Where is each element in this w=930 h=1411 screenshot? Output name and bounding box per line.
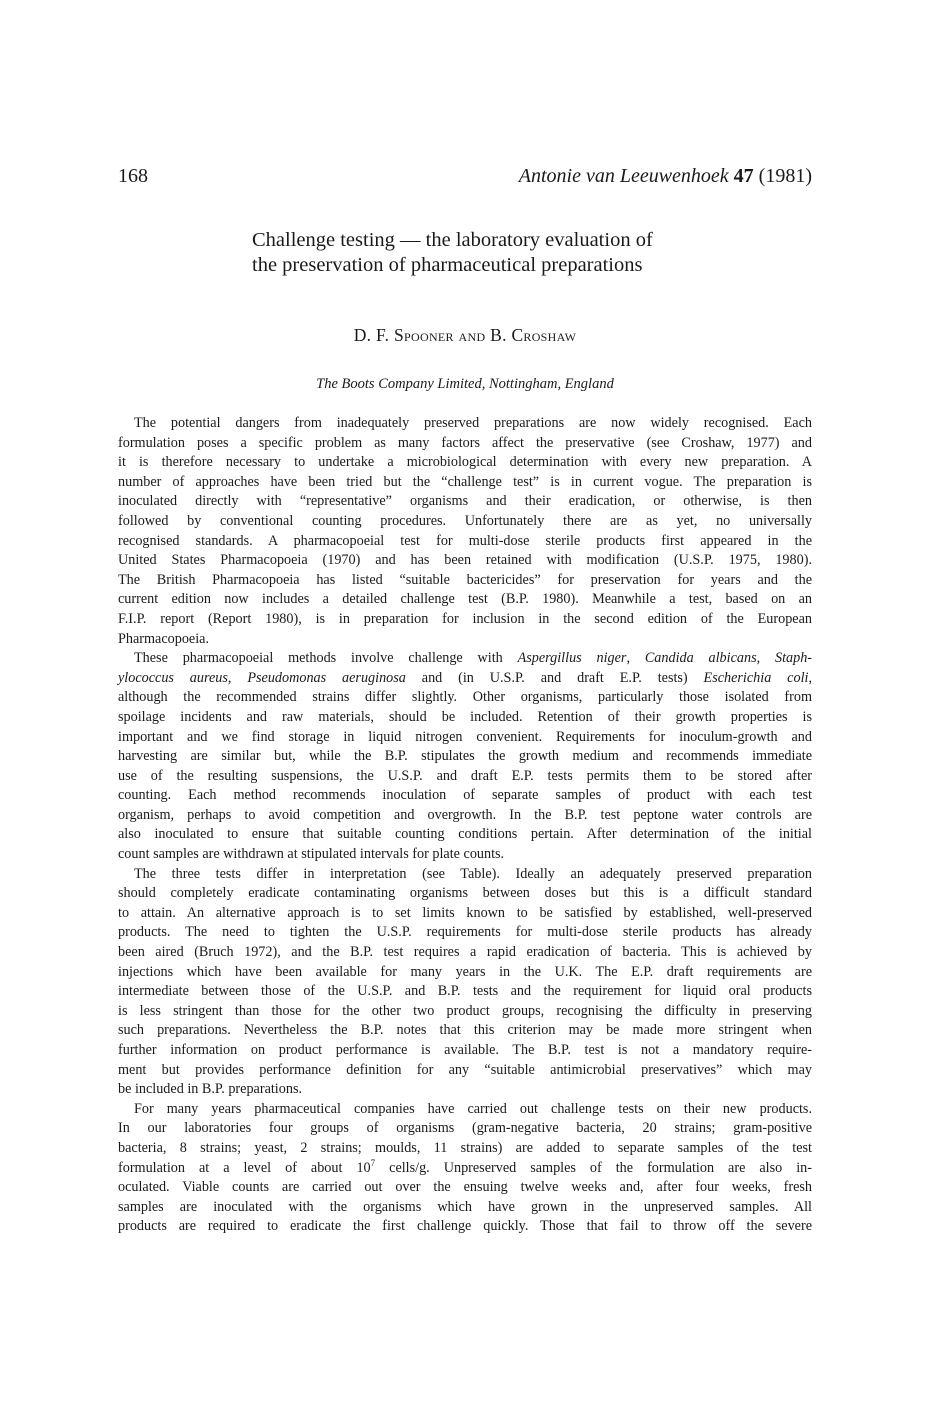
journal-volume: 47 [733,165,754,187]
body-line: use of the resulting suspensions, the U.S.P. and draft E.P. tests permits them to be stored after [118,767,812,784]
article-title [252,228,772,278]
body-line: such preparations. Nevertheless the B.P. notes that this criterion may be made more stringent when [118,1022,812,1039]
body-line: The three tests differ in interpretation (see Table). Ideally an adequately preserved preparation [134,865,812,882]
body-line: products. The need to tighten the U.S.P. requirements for multi-dose sterile products has already [118,924,812,941]
body-line: products are required to eradicate the first challenge quickly. Those that fail to throw off the severe [118,1218,812,1235]
exponent: 7 [370,1157,376,1168]
body-line: should completely eradicate contaminating organisms between doses but this is a difficult standard [118,885,812,902]
body-line: ment but provides performance definition for any “suitable antimicrobial preservatives” which may [118,1061,812,1078]
body-line: injections which have been available for many years in the U.K. The E.P. draft requirements are [118,963,812,980]
journal-name: Antonie van Leeuwenhoek [518,165,729,187]
species-name: Candida albicans [644,650,757,667]
body-line: F.I.P. report (Report 1980), is in preparation for inclusion in the second edition of the European [118,610,812,627]
author-2-surname: Croshaw [511,325,577,345]
body-line: intermediate between those of the U.S.P. and B.P. tests and the requirement for liquid oral products [118,983,812,1000]
body-text-run: These pharmacopoeial methods involve challenge with [134,650,518,667]
body-line: current edition now includes a detailed challenge test (B.P. 1980). Meanwhile a test, based on an [118,591,812,608]
author-1-initials: D. F. [353,325,395,345]
body-text-run: , [626,650,645,667]
affiliation: The Boots Company Limited, Nottingham, England [316,376,614,392]
body-line: bacteria, 8 strains; yeast, 2 strains; moulds, 11 strains) are added to separate samples of the test [118,1139,812,1156]
body-line: The potential dangers from inadequately preserved preparations are now widely recognised. Each [134,415,812,431]
body-line: organism, perhaps to avoid competition and overgrowth. In the B.P. test peptone water controls are [118,806,812,823]
author-conjunction: and [453,325,491,345]
running-header [118,163,812,189]
body-line: followed by conventional counting procedures. Unfortunately there are as yet, no universally [118,512,812,529]
body-line: In our laboratories four groups of organisms (gram-negative bacteria, 20 strains; gram-positive [118,1120,812,1137]
species-name: Pseudomonas aeruginosa [247,669,406,686]
species-name: Escherichia coli [703,669,809,686]
body-line: count samples are withdrawn at stipulated intervals for plate counts. [118,846,505,863]
body-line [118,1159,812,1179]
body-line: to attain. An alternative approach is to set limits known to be satisfied by established, well-preserved [118,904,812,921]
body-line: formulation poses a specific problem as many factors affect the preservative (see Croshaw, 1977) and [118,434,812,451]
author-2-initials: B. [490,325,512,345]
body-line: For many years pharmaceutical companies have carried out challenge tests on their new products. [134,1100,812,1117]
body-line [118,669,812,689]
body-line: be included in B.P. preparations. [118,1081,303,1098]
body-line: The British Pharmacopoeia has listed “suitable bactericides” for preservation for years and the [118,571,812,588]
body-line: samples are inoculated with the organisms which have grown in the unpreserved samples. All [118,1198,812,1215]
body-line: United States Pharmacopoeia (1970) and has been retained with modification (U.S.P. 1975, 1980). [118,552,812,569]
body-line: spoilage incidents and raw materials, should be included. Retention of their growth properties is [118,708,812,725]
body-line: been aired (Bruch 1972), and the B.P. test requires a rapid eradication of bacteria. This is achieved by [118,944,812,961]
body-line: recognised standards. A pharmacopoeial test for multi-dose sterile products first appeared in the [118,532,812,549]
body-line: harvesting are similar but, while the B.P. stipulates the growth medium and recommends immediate [118,748,812,765]
body-text-run: and (in U.S.P. and draft E.P. tests) [405,669,704,686]
body-line: important and we find storage in liquid nitrogen convenient. Requirements for inoculum-growth and [118,728,812,745]
title-line-1: Challenge testing — the laboratory evaluation of [252,229,653,251]
authors [0,324,930,346]
body-line: counting. Each method recommends inoculation of separate samples of product with each test [118,787,812,804]
journal-year: (1981) [758,165,812,187]
body-line: it is therefore necessary to undertake a microbiological determination with every new preparation. A [118,454,812,471]
body-line [118,649,812,669]
author-1-surname: Spooner [394,325,454,345]
body-line: oculated. Viable counts are carried out over the ensuing twelve weeks and, after four weeks, fresh [118,1179,812,1196]
body-text-run: cells/g. Unpreserved samples of the formulation are also in- [375,1159,812,1176]
body-text-run: formulation at a level of about 10 [118,1159,371,1176]
species-name: Aspergillus niger [517,650,627,667]
body-text-run: , [808,669,812,686]
body-line: inoculated directly with “representative” organisms and their eradication, or otherwise, is then [118,493,812,510]
body-line: also inoculated to ensure that suitable counting conditions pertain. After determination of the initial [118,826,812,843]
title-line-2: the preservation of pharmaceutical preparations [252,254,643,276]
body-line: although the recommended strains differ slightly. Other organisms, particularly those isolated from [118,689,812,706]
body-line: further information on product performance is available. The B.P. test is not a mandatory require- [118,1042,812,1058]
body-line: is less stringent than those for the other two product groups, recognising the difficulty in preserving [118,1002,812,1019]
journal-citation [519,163,812,189]
body-text [118,414,812,1237]
body-line: Pharmacopoeia. [118,630,209,647]
page-number: 168 [118,165,148,187]
body-text-run: , [756,650,775,667]
species-name: Staph- [774,650,813,667]
species-name: ylococcus aureus [118,669,228,686]
body-text-run: , [227,669,248,686]
body-line: number of approaches have been tried but the “challenge test” is in current vogue. The preparation is [118,473,812,490]
